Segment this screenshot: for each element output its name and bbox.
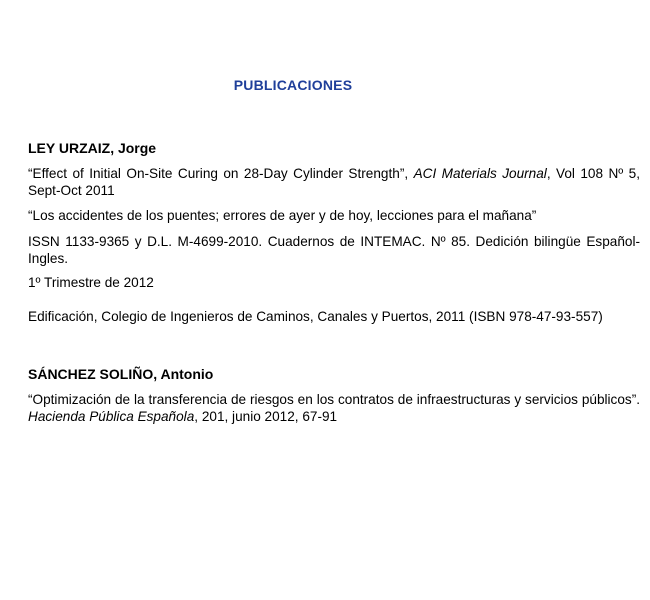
publication-date: 1º Trimestre de 2012 [28,275,154,290]
publication-entry [28,165,640,199]
journal-name: ACI Materials Journal [413,166,547,181]
publication-details: , 201, junio 2012, 67-91 [194,409,338,424]
journal-name: Hacienda Pública Española [28,409,195,424]
publication-entry [28,274,640,291]
publication-entry [28,308,640,325]
publication-details: Edificación, Colegio de Ingenieros de Caminos, Canales y Puertos, 2011 (ISBN 978-47-93-557) [28,309,603,324]
publication-entry [28,233,640,267]
publication-title: “Effect of Initial On-Site Curing on 28-Day Cylinder Strength”, [28,166,409,181]
publication-details: ISSN 1133-9365 y D.L. M-4699-2010. Cuadernos de INTEMAC. Nº 85. Dedición bilingüe Español-Ingles. [28,234,640,266]
author-name: LEY URZAIZ, Jorge [28,140,157,156]
publication-details: , Vol 108 Nº 5, Sept-Oct 2011 [28,166,641,198]
publication-entry [28,391,640,425]
publication-title: “Optimización de la transferencia de riesgos en los contratos de infraestructuras y servicios públicos”. [28,392,640,407]
publication-title: “Los accidentes de los puentes; errores de ayer y de hoy, lecciones para el mañana” [28,208,537,223]
author-name: SÁNCHEZ SOLIÑO, Antonio [28,366,214,382]
publication-entry [28,207,640,224]
page-title: PUBLICACIONES [233,77,353,93]
